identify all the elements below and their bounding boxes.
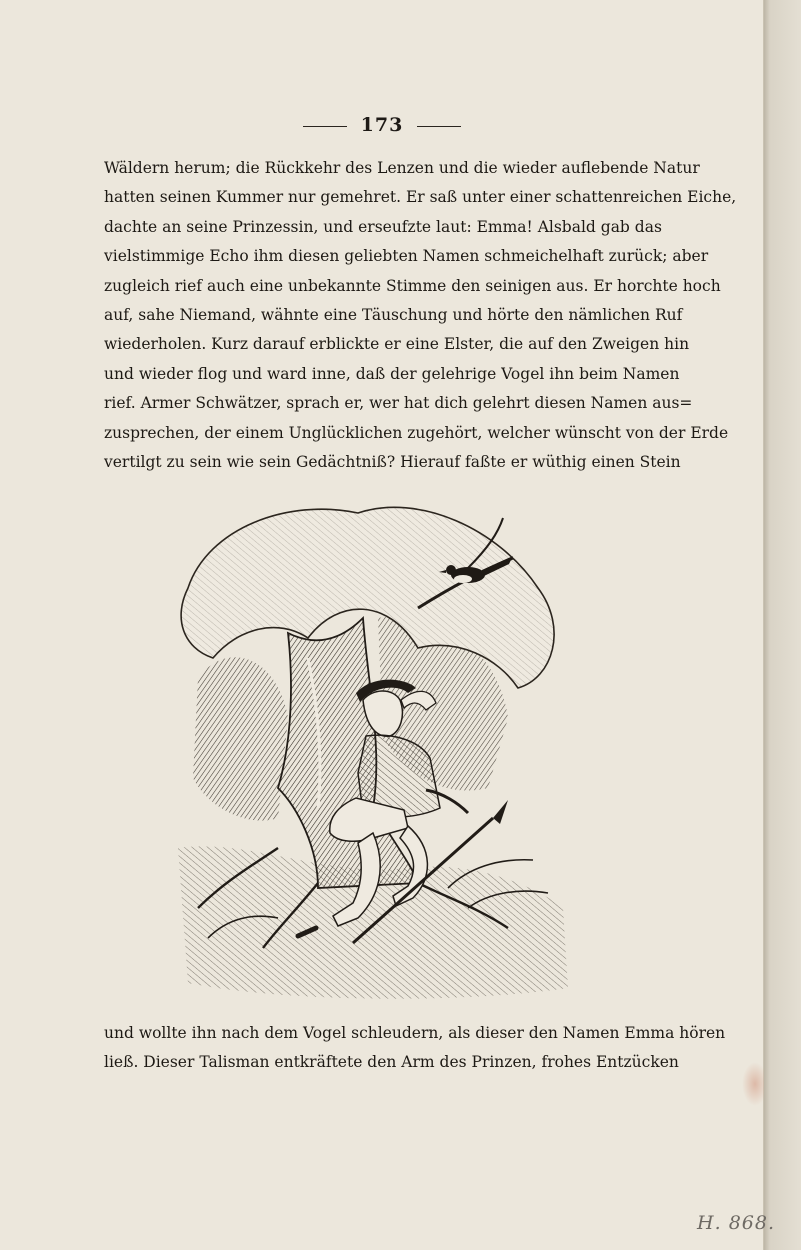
text-line: vertilgt zu sein wie sein Gedächtniß? Hierauf faßte er wüthig einen Stein	[104, 452, 681, 471]
text-line: ließ. Dieser Talisman entkräftete den Arm des Prinzen, frohes Entzücken	[104, 1053, 679, 1072]
spear-tip	[493, 800, 508, 824]
header-rule-left	[303, 126, 347, 127]
text-block-top	[104, 154, 737, 477]
shelfmark: H. 868.	[697, 1212, 775, 1234]
text-block-bottom	[104, 1019, 726, 1078]
text-line: zugleich rief auch eine unbekannte Stimme den seinigen aus. Er horchte hoch	[104, 276, 721, 295]
foliage-shadow-left	[193, 657, 288, 820]
text-line: zusprechen, der einem Unglücklichen zugehört, welcher wünscht von der Erde	[104, 423, 729, 442]
text-line: vielstimmige Echo ihm diesen geliebten Namen schmeichelhaft zurück; aber	[104, 247, 709, 266]
page-header	[0, 114, 764, 136]
text-line: wiederholen. Kurz darauf erblickte er eine Elster, die auf den Zweigen hin	[104, 335, 690, 354]
woodcut-illustration	[168, 488, 578, 1008]
text-line: rief. Armer Schwätzer, sprach er, wer hat dich gelehrt diesen Namen aus=	[104, 394, 693, 413]
header-rule-right	[417, 126, 461, 127]
book-edge	[764, 0, 801, 1250]
page-number: 173	[360, 114, 404, 136]
text-line: und wieder flog und ward inne, daß der gelehrige Vogel ihn beim Namen	[104, 364, 680, 383]
text-line: Wäldern herum; die Rückkehr des Lenzen und die wieder auflebende Natur	[104, 159, 700, 177]
text-line: auf, sahe Niemand, wähnte eine Täuschung und hörte den nämlichen Ruf	[104, 305, 683, 324]
text-line: hatten seinen Kummer nur gemehret. Er saß unter einer schattenreichen Eiche,	[104, 188, 737, 207]
text-line: dachte an seine Prinzessin, und erseufzte laut: Emma! Alsbald gab das	[104, 217, 662, 236]
text-line: und wollte ihn nach dem Vogel schleudern, als dieser den Namen Emma hören	[104, 1024, 726, 1042]
